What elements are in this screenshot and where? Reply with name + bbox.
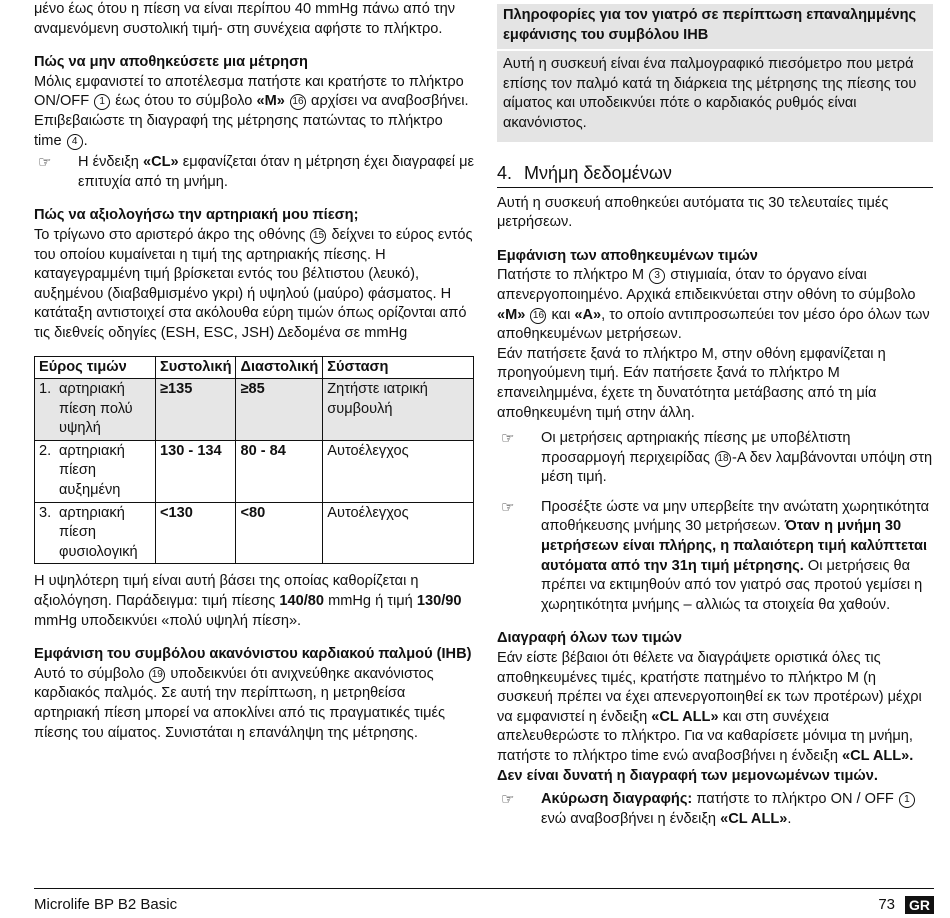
show-paragraph: Πατήστε το πλήκτρο M 3 στιγμιαία, όταν το όργανο είναι απενεργοποιημένο. Αρχικά επιδεικνύεται στην οθόνη το σύμβολο «M» 16 και «A», το οποίο αντιπροσωπεύει τον μέσο όρο όλων των αποθηκευμένων μετρήσεων. (497, 267, 930, 343)
show-heading: Εμφάνιση των αποθηκευμένων τιμών (497, 247, 758, 264)
row-description: αρτηριακή πίεση φυσιολογική (55, 502, 156, 564)
note-capacity: ☞ Προσέξτε ώστε να μην υπερβείτε την ανώτατη χωρητικότητα αποθήκευσης μνήμης 30 μετρήσεων. Όταν η μνήμη 30 μετρήσεων είναι πλήρης, η παλαιότερη τιμή καλύπτεται αυτόματα από την 31η τιμή μέτρησης. Οι μετρήσεις θα πρέπει να εκτιμηθούν από τον γιατρό σας προτού γεμίσει η χωρητικότητα μνήμης – αλλιώς τα στοιχεία θα χαθούν. (501, 498, 930, 613)
table-header: Εύρος τιμών (35, 356, 156, 379)
delete-heading: Διαγραφή όλων των τιμών (497, 630, 682, 647)
table-header-row (35, 356, 474, 379)
pointing-hand-icon: ☞ (501, 498, 515, 516)
language-badge: GR (905, 896, 934, 914)
intro-paragraph: μένο έως ότου η πίεση να είναι περίπου 40 mmHg πάνω από την αναμενόμενη συστολική τιμή- στη συνέχεια αφήστε το πλήκτρο. (34, 1, 456, 37)
callout-1: 1 (899, 792, 915, 808)
row-diastolic: ≥85 (236, 379, 323, 441)
table-header: Διαστολική (236, 356, 323, 379)
product-name: Microlife BP B2 Basic (34, 896, 178, 913)
footer-rule (34, 888, 934, 889)
nosave-heading: Πώς να μην αποθηκεύσετε μια μέτρηση (34, 54, 308, 71)
eval-section (34, 206, 474, 343)
table-row (35, 440, 474, 502)
row-systolic: ≥135 (156, 379, 236, 441)
note-cuff: ☞ Οι μετρήσεις αρτηριακής πίεσης με υποβέλτιστη προσαρμογή περιχειρίδας 18 -A δεν λαμβάνονται υπόψη στη μέση τιμή. (501, 430, 933, 486)
left-column (34, 0, 474, 743)
table-row (35, 502, 474, 564)
info-box-title: Πληροφορίες για τον γιατρό σε περίπτωση επαναλημμένης εμφάνισης του συμβόλου IHB (497, 4, 933, 51)
note-cl: ☞ Η ένδειξη «CL» εμφανίζεται όταν η μέτρηση έχει διαγραφεί με επιτυχία από τη μνήμη. (38, 154, 475, 190)
show-paragraph-2: Εάν πατήσετε ξανά το πλήκτρο M, στην οθόνη εμφανίζεται η προηγούμενη τιμή. Εάν πατήσετε ξανά το πλήκτρο M επανειλημμένα, έχετε τη δυνατότητα μετάβασης από τη μία αποθηκευμένη τιμή στην άλλη. (497, 345, 886, 421)
section-heading: 4. Μνήμη δεδομένων (497, 162, 933, 188)
row-systolic: 130 - 134 (156, 440, 236, 502)
table-header: Σύσταση (323, 356, 474, 379)
table-row (35, 379, 474, 441)
evaluation-example: Η υψηλότερη τιμή είναι αυτή βάσει της οποίας καθορίζεται η αξιολόγηση. Παράδειγμα: τιμή πίεσης 140/80 mmHg ή τιμή 130/90 mmHg υποδεικνύει «πολύ υψηλή πίεση». (34, 573, 462, 629)
info-box-body: Αυτή η συσκευή είναι ένα παλμογραφικό πιεσόμετρο που μετρά επίσης τον παλμό κατά τη διάρκεια της μέτρησης της πίεσης του αίματος και υποδεικνύει πότε ο καρδιακός ρυθμός είναι ακανόνιστος. (503, 56, 917, 131)
callout-18: 18 (715, 451, 731, 467)
row-number: 3. (35, 502, 56, 564)
row-description: αρτηριακή πίεση αυξημένη (55, 440, 156, 502)
bp-range-table (34, 356, 474, 565)
callout-16: 16 (290, 94, 306, 110)
right-column (497, 0, 933, 829)
pointing-hand-icon: ☞ (38, 154, 52, 172)
callout-3: 3 (649, 268, 665, 284)
nosave-paragraph: Μόλις εμφανιστεί το αποτέλεσμα πατήστε και κρατήστε το πλήκτρο ON/OFF 1 έως ότου το σύμβολο «M» 16 αρχίσει να αναβοσβήνει. Επιβεβαιώστε τη διαγραφή της μέτρησης πατώντας το πλήκτρο time 4 . (34, 73, 469, 149)
delete-paragraph: Εάν είστε βέβαιοι ότι θέλετε να διαγράψετε οριστικά όλες τις αποθηκευμένες τιμές, κρατήστε πατημένο το πλήκτρο M (η συσκευή πρέπει να έχει απενεργοποιηθεί εκ των προτέρων) μέχρι να εμφανιστεί η ένδειξη «CL ALL» και στη συνέχεια απελευθερώστε το πλήκτρο. Για να καθαρίσετε μόνιμα τη μνήμη, πατήστε το πλήκτρο time ενώ αναβοσβήνει η ένδειξη «CL ALL». Δεν είναι δυνατή η διαγραφή των μεμονωμένων τιμών. (497, 650, 922, 784)
ihb-heading: Εμφάνιση του συμβόλου ακανόνιστου καρδιακού παλμού (IHB) (34, 646, 472, 663)
memory-paragraph: Αυτή η συσκευή αποθηκεύει αυτόματα τις 30 τελευταίες τιμές μετρήσεων. (497, 194, 889, 231)
page-footer (34, 893, 934, 915)
row-recommendation: Αυτοέλεγχος (323, 440, 474, 502)
doctor-info-box (497, 4, 933, 142)
note-cancel: ☞ Ακύρωση διαγραφής: πατήστε το πλήκτρο ON / OFF 1 ενώ αναβοσβήνει η ένδειξη «CL ALL». (497, 790, 933, 829)
eval-heading: Πώς να αξιολογήσω την αρτηριακή μου πίεση; (34, 207, 359, 224)
row-description: αρτηριακή πίεση πολύ υψηλή (55, 379, 156, 441)
pointing-hand-icon: ☞ (501, 430, 515, 448)
callout-19: 19 (149, 667, 165, 683)
row-number: 1. (35, 379, 56, 441)
callout-1: 1 (94, 94, 110, 110)
row-diastolic: <80 (236, 502, 323, 564)
row-diastolic: 80 - 84 (236, 440, 323, 502)
row-recommendation: Αυτοέλεγχος (323, 502, 474, 564)
eval-paragraph: Το τρίγωνο στο αριστερό άκρο της οθόνης 15 δείχνει το εύρος εντός του οποίου κυμαίνεται η τιμή της αρτηριακής πίεσης. Η καταγεγραμμένη τιμή βρίσκεται εντός του βέλτιστου (λευκό), αυξημένου (διαβαθμισμένο γκρι) ή υψηλού (μαύρο) φάσματος. Η κατάταξη αντιστοιχεί στα ακόλουθα εύρη τιμών όπως ορίζονται από τις διεθνείς οδηγίες (ESH, ESC, JSH) Δεδομένα σε mmHg (34, 226, 473, 341)
table-header: Συστολική (156, 356, 236, 379)
ihb-section (34, 645, 474, 743)
row-systolic: <130 (156, 502, 236, 564)
row-number: 2. (35, 440, 56, 502)
callout-4: 4 (67, 134, 83, 150)
nosave-section (34, 53, 474, 192)
ihb-paragraph: Αυτό το σύμβολο 19 υποδεικνύει ότι ανιχνεύθηκε ακανόνιστος καρδιακός παλμός. Σε αυτή την περίπτωση, η μετρηθείσα αρτηριακή πίεση μπορεί να αποκλίνει από τις πραγματικές τιμές πίεσης του αίματος. Συνιστάται η επανάληψη της μέτρησης. (34, 665, 446, 741)
callout-15: 15 (310, 228, 326, 244)
row-recommendation: Ζητήστε ιατρική συμβουλή (323, 379, 474, 441)
callout-16: 16 (530, 308, 546, 324)
page-number: 73 (878, 896, 895, 913)
pointing-hand-icon: ☞ (501, 791, 515, 809)
delete-section (497, 629, 933, 829)
show-values-section (497, 247, 933, 616)
